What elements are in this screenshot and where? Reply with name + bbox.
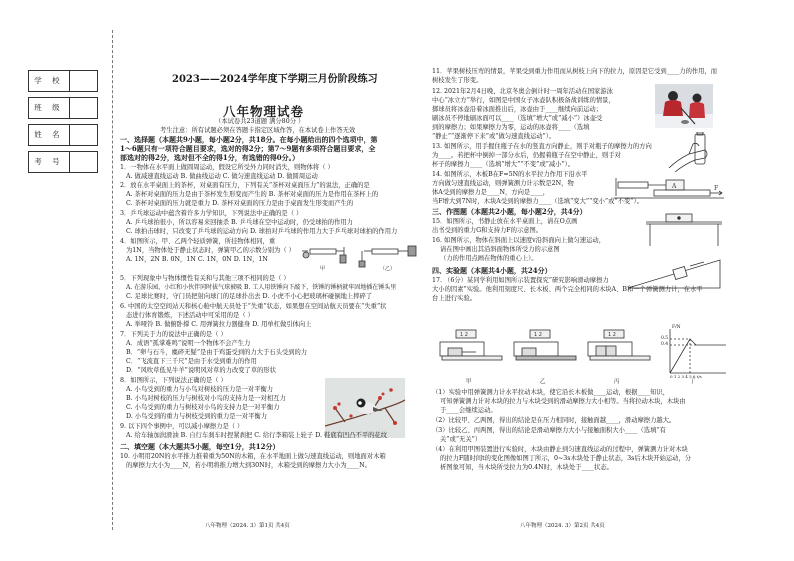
question-17-part4-line2: 的拉力F随时间t的变化图像如图丁所示，0~3s木块处于静止状态，3s后木块开始运动，分 bbox=[440, 455, 692, 462]
question-4: 4．如图所示，甲、乙两个轻质弹簧，所挂物体相同，重 bbox=[120, 238, 276, 245]
question-17-line2: 大小的因素”实验。他利用刻度尺、长木板、两个完全相同的木块A、B和一个弹簧测力计，在水平 bbox=[432, 286, 703, 293]
question-8-option-d: D. 小鸟受到的重力与树枝受到的重力是一对平衡力 bbox=[126, 413, 268, 420]
svg-text:A: A bbox=[672, 183, 677, 190]
figure-label-ding: 丁 bbox=[690, 379, 696, 385]
question-11: 11．苹果树枝压弯的情景，苹果受到重力作用而从树枝上向下的拉力，原因是它受到____力的作用，而 bbox=[432, 68, 718, 75]
question-10: 10. 小明用20N的水平推力推着重为50N的木箱，在水平地面上做匀速直线运动，则地面对木箱 bbox=[120, 453, 386, 460]
section-1-heading-line3: 部选对的得2分，选对但不全的得1分，有选错的得0分。） bbox=[120, 153, 300, 162]
binding-row-id bbox=[28, 151, 98, 173]
experiment-setup-figures bbox=[436, 312, 669, 380]
question-1: 1．一物体在水平面上做圆周运动，假设它所受外力同时消失，则物体将（ ） bbox=[120, 164, 334, 171]
graph-y-tick-05: 0.5 bbox=[661, 336, 669, 341]
curling-photo bbox=[655, 84, 713, 128]
question-12-line4: 刷冰员不停地刷冰面可以____（选填“增大”或“减小”）冰壶受 bbox=[432, 115, 603, 122]
graph-y-label: F/N bbox=[672, 325, 681, 330]
binding-row-school bbox=[28, 70, 98, 92]
question-8-option-a: A. 小鸟受到的重力与小鸟对树枝的压力是一对平衡力 bbox=[126, 386, 274, 393]
binding-dashed-line bbox=[112, 30, 114, 530]
question-17-part4-line3: 析图象可知，当木块所受拉力为0.4N时，木块处于____状态。 bbox=[440, 464, 613, 471]
question-13: 13. 如图所示，用手握住瓶子在水的竖直方向静止，则手对瓶子的摩擦力的方向 bbox=[432, 143, 652, 150]
question-17-line3: 台上进行实验。 bbox=[432, 295, 477, 302]
question-1-options: A. 做减速直线运动 B. 做曲线运动 C. 做匀速直线运动 D. 做圆周运动 bbox=[126, 173, 318, 180]
figure-label-jia: 甲 bbox=[466, 379, 472, 385]
book-on-table-figure bbox=[640, 210, 728, 248]
question-5: 5．下列现象中与物体惯性有关和与其他三项不相同的是（ ） bbox=[120, 275, 290, 282]
svg-text:1 2: 1 2 bbox=[460, 332, 468, 338]
question-12-line6: “静止”“逐渐停下来”或“做匀速直线运动”）。 bbox=[432, 133, 556, 140]
binding-label: 班 级 bbox=[34, 103, 64, 112]
exam-info: （本试卷共23道题 满分80分 ） bbox=[215, 118, 305, 125]
question-7-option-c: C．“飞流直下三千尺”是由于水受到重力的作用 bbox=[126, 358, 257, 365]
svg-text:1 2: 1 2 bbox=[534, 332, 542, 338]
svg-text:1 2: 1 2 bbox=[608, 332, 616, 338]
question-13-line3: 杯子的摩擦力____（选填“增大”“不变”或“减小”）。 bbox=[432, 161, 575, 168]
question-4-line2: 为1N，当物体处于静止状态时，弹簧甲乙的示数分别为（ ） bbox=[126, 247, 295, 254]
force-time-graph bbox=[660, 325, 730, 380]
question-14-line3: 体A受到的摩擦力是____N，方向是____， bbox=[432, 189, 550, 196]
section-2-heading: 二、填空题（本大题共5小题，每空1分，共12分） bbox=[120, 442, 280, 451]
question-17-part1-line2: 可知弹簧测力计对木块的拉力与木块受到的滑动摩擦力大小相等。当将拉动木块，木块由 bbox=[440, 398, 686, 405]
question-2-options-a: A. 茶杯对桌面的压力是由于茶杯发生形变而产生的 B. 茶杯对桌面的压力是作用在茶杯上的 bbox=[126, 191, 379, 198]
question-14: 14. 如图所示，木板B在F=5N的水平拉力作用下沿水平 bbox=[432, 171, 588, 178]
page-footer-right: 八年物理（2024. 3）第2页 共4页 bbox=[520, 523, 605, 529]
question-17-part3-line2: 关”或“无关”） bbox=[440, 436, 482, 443]
binding-label: 学 校 bbox=[34, 76, 64, 85]
exam-subject-title: 八年物理试卷 bbox=[223, 104, 305, 119]
hand-holding-bottle-figure bbox=[665, 132, 723, 172]
exam-title: 2023——2024学年度下学期三月份阶段练习 bbox=[172, 74, 378, 85]
graph-y-tick-04: 0.4 bbox=[661, 342, 669, 347]
section-1-heading: 一、选择题（本题共9小题，每小题2分，共18分。在每小题给出的四个选项中，第 bbox=[120, 135, 378, 144]
question-14-line4: 当F增大到7N时，木块A受到的摩擦力____（选填“变大”“变小”或“不变”）。 bbox=[432, 198, 643, 205]
question-2: 2．放在水平桌面上的茶杯，对桌面有压力，下列有关“茶杯对桌面压力”的说法，正确的是 bbox=[120, 182, 370, 189]
binding-label: 考 号 bbox=[34, 157, 64, 166]
question-6: 6. 中国的太空空间站天和核心舱中航天员处于“失重”状态，如果想在空间站航天员要在“失重”状 bbox=[120, 303, 387, 310]
question-4-options: A. 1N，2N B. 0N，1N C. 1N，0N D. 1N，1N bbox=[126, 256, 268, 263]
question-10-line2: 的摩擦力大小为____N，若小明将推力增大到30N时，木箱受到的摩擦力大小为____N。 bbox=[126, 462, 371, 469]
question-15-line2: 出书受到的重力G和支持力F的示意图。 bbox=[432, 227, 543, 234]
binding-row-name bbox=[28, 124, 98, 146]
question-12-line2: 中心“冰立方”举行，如图是中国女子冰壶队积极备战训练的情景， bbox=[432, 97, 615, 104]
question-15: 15．如图所示，书静止放在水平桌面上，请在O点画 bbox=[432, 218, 578, 225]
section-4-heading: 四、实验题（本题共4小题，共24分） bbox=[432, 266, 552, 275]
question-7-option-a: A．成语“孤掌难鸣”说明一个物体不会产生力 bbox=[126, 340, 251, 347]
question-9: 9. 以下四个事例中，可以减小摩擦力是（ ） bbox=[120, 423, 244, 430]
question-16-line3: （力的作用点画在物体的重心上）。 bbox=[440, 255, 538, 262]
question-9-options: A. 给车轴加润滑油 B. 自行车刹车时捏紧刹把 C. 给行李箱装上轮子 D. 鞋底有凹凸不平的花纹 bbox=[126, 432, 388, 439]
question-17-part3: （3）比较乙、丙两图，得出的结论是滑动摩擦力大小与接触面积大小____（选填“有 bbox=[432, 427, 666, 434]
graph-x-ticks: 0 1 2 3 4 5 6 t/s bbox=[670, 374, 702, 379]
question-8-option-b: B. 小鸟对树枝的压力与树枝对小鸟的支持力是一对相互力 bbox=[126, 395, 286, 402]
question-17: 17. （6分）某同学利用如图所示装置探究“研究影响滑动摩擦力 bbox=[432, 277, 609, 284]
page-footer-left: 八年物理（2024. 3）第1页 共4页 bbox=[205, 523, 290, 529]
question-16: 16. 如图所示，物体在斜面上以速度v沿斜面向上做匀速运动， bbox=[432, 237, 605, 244]
question-13-line2: 为____。若把杯中倒掉一部分水后，仍握着瓶子在空中静止，则手对 bbox=[432, 152, 621, 159]
question-14-line2: 方向做匀速直线运动，则弹簧测力计示数是2N，物 bbox=[432, 180, 574, 187]
question-7-option-d: D．“风吹草低见牛羊”说明风对草的力改变了草的形状 bbox=[126, 367, 277, 374]
question-3-options-a: A. 乒乓球拍很小，所以容易来回抽杀 B. 乒乓球在空中运动时，仍受球拍的作用力 bbox=[126, 219, 353, 226]
question-5-options-b: C. 足球比赛时，守门员把射向球门的足球扑出去 D. 小虎不小心把玻璃杯碰倒地上摔碎了 bbox=[126, 293, 373, 300]
question-17-part2: （2）比较甲、乙两图，得出的结论是在压力相同时，接触面越____，滑动摩擦力越大。 bbox=[432, 417, 676, 424]
question-3: 3．乒乓球运动中蕴含着许多力学知识，下列说法中正确的是（ ） bbox=[120, 210, 303, 217]
exam-notice: 考生注意：所有试题必须在答题卡指定区域作答，在本试卷上作答无效 bbox=[160, 127, 356, 134]
spring-scale-figure bbox=[300, 243, 422, 271]
question-7: 7．下列关于力的说法中正确的是（ ） bbox=[120, 331, 227, 338]
binding-row-class bbox=[28, 97, 98, 119]
question-7-option-b: B．“卵与石斗，麋碎无疑”是由于鸡蛋受到的力大于石头受到的力 bbox=[126, 349, 308, 356]
binding-label: 姓 名 bbox=[34, 130, 64, 139]
question-16-line2: 请在图中画出其沿斜面物体所受力的示意图 bbox=[440, 246, 560, 253]
question-8: 8．如图所示，下列说法正确的是（ ） bbox=[120, 377, 227, 384]
figure-label-bing: 丙 bbox=[614, 379, 620, 385]
section-1-heading-line2: 1～6题只有一项符合题目要求，选对的得2分；第7～9题有多项符合题目要求，全 bbox=[120, 144, 376, 153]
figure-label-yi: 乙 bbox=[540, 379, 546, 385]
section-3-heading: 三、作图题（本题共2小题，每小题2分，共4分） bbox=[432, 207, 587, 216]
blocks-ab-spring-figure bbox=[614, 174, 724, 200]
question-12-line5: 到的摩擦力；如果摩擦力为零，运动的冰壶将____（选填 bbox=[432, 124, 590, 131]
bird-on-branch-image bbox=[325, 378, 405, 438]
question-5-options-a: A. 在游乐园，小红和小伙伴同时拔气球被吸 B. 工人用铁锤向下敲下，铁锤的锤柄就牢固地插在锤头里 bbox=[126, 284, 397, 291]
figure-label-jia: 甲 bbox=[320, 266, 326, 272]
question-3-options-b: C. 球拍击球时，只改变了乒乓球的运动方向 D. 球拍对乒乓球的作用力大于乒乓球对球拍的作用力 bbox=[126, 228, 398, 235]
svg-text:F: F bbox=[714, 185, 719, 192]
question-6-options: A. 举哑铃 B. 做俯卧撑 C. 用弹簧拉力器健身 D. 用单杠做引体向上 bbox=[126, 321, 312, 328]
question-12: 12. 2021年2月4日晚，北京冬奥会倒计时一周年活动在国家游泳 bbox=[432, 88, 613, 95]
question-17-part1: （1）实验中用弹簧测力计水平拉动木块，使它沿长木板做____运动，根据____知识， bbox=[432, 389, 669, 396]
question-17-part1-line3: 于____会继续运动。 bbox=[440, 407, 497, 414]
binding-info-box bbox=[28, 30, 98, 180]
figure-label-yi: （乙） bbox=[380, 266, 396, 272]
question-12-line3: 掷球员将冰壶沿着冰面推出后，冰壶由于____继续向前运动； bbox=[432, 106, 603, 113]
question-6-line2: 态进行体育锻炼，下述活动中可采用的是（ ） bbox=[126, 312, 254, 319]
question-2-options-b: C. 茶杯对桌面的压力就是重力 D. 茶杯对桌面的压力是由于桌面发生形变而产生的 bbox=[126, 200, 354, 207]
question-11-line2: 树枝发生了形变。 bbox=[432, 77, 483, 84]
question-8-option-c: C. 小鸟受到的重力与树枝对小鸟的支持力是一对平衡力 bbox=[126, 404, 280, 411]
question-17-part4: （4）在利用甲图装置进行实验时，木块由静止到匀速直线运动的过程中，弹簧测力计对木块 bbox=[432, 446, 688, 453]
